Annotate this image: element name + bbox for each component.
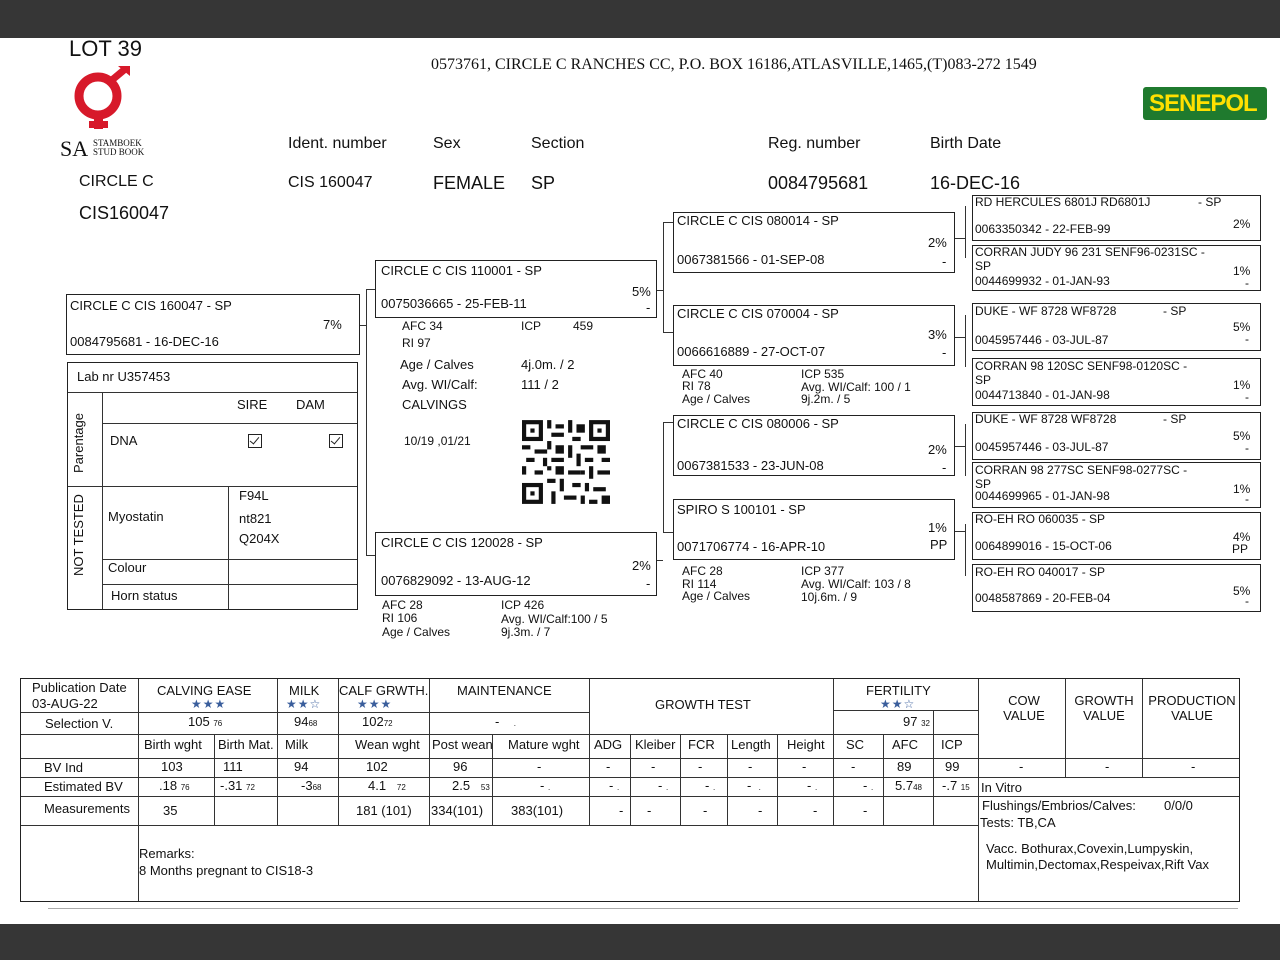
growth-value-header: GROWTH VALUE xyxy=(1074,693,1134,723)
col-icp: ICP xyxy=(941,737,963,752)
birth-value: 16-DEC-16 xyxy=(930,173,1021,193)
dam-age-calves-label: Age / Calves xyxy=(382,625,451,639)
ebv-icp-acc: 15 xyxy=(960,783,970,792)
gp2-avg: Avg. WI/Calf: 100 / 1 xyxy=(801,380,911,394)
col-milk: Milk xyxy=(285,737,309,752)
col-length: Length xyxy=(731,737,771,752)
sire-reg: 0075036665 - 25-FEB-11 xyxy=(381,296,527,311)
great-grandparent-pct: 1% xyxy=(1233,482,1251,496)
bv-icp: 99 xyxy=(945,759,960,774)
great-grandparent-reg: 0064899016 - 15-OCT-06 xyxy=(975,539,1112,553)
flushings-value: 0/0/0 xyxy=(1164,798,1193,813)
bv-growth-value: - xyxy=(1105,759,1110,774)
subject-reg: 0084795681 - 16-DEC-16 xyxy=(70,334,219,349)
grandparent-dash: PP xyxy=(930,537,948,552)
ebv-afc-acc: 48 xyxy=(913,783,922,792)
vaccinations-line2: Multimin,Dectomax,Respeivax,Rift Vax xyxy=(986,857,1209,872)
grandparent-name: CIRCLE C CIS 080006 - SP xyxy=(677,416,839,431)
bv-milk: 94 xyxy=(294,759,309,774)
col-birth-weight: Birth wght xyxy=(144,737,202,752)
sire-icp-label: ICP xyxy=(521,319,542,333)
ebv-wean-weight-acc: 72 xyxy=(396,783,406,792)
col-mature-weight: Mature wght xyxy=(508,737,580,752)
great-grandparent-section: SP xyxy=(975,373,992,387)
grandparent-pct: 1% xyxy=(928,520,947,535)
bv-wean-weight: 102 xyxy=(366,759,388,774)
lot-number: LOT 39 xyxy=(69,36,142,61)
calving-ease-header: CALVING EASE xyxy=(157,683,252,698)
animal-code: CIS160047 xyxy=(79,203,170,223)
sel-maintenance: - xyxy=(495,714,500,729)
myostatin-q204x: Q204X xyxy=(239,531,280,546)
dam-avg: Avg. WI/Calf:100 / 5 xyxy=(501,612,608,626)
grandparent-box xyxy=(673,305,955,366)
lab-box xyxy=(67,362,358,610)
great-grandparent-box xyxy=(972,358,1261,406)
great-grandparent-reg: 0045957446 - 03-JUL-87 xyxy=(975,333,1109,347)
section-value: SP xyxy=(531,173,556,193)
qr-code-icon xyxy=(522,420,610,504)
logo-stamboek-text: STAMBOEK xyxy=(93,138,142,148)
sire-ri: RI 97 xyxy=(402,336,431,350)
ebv-height: - xyxy=(807,778,812,793)
ebv-birth-weight-acc: 76 xyxy=(180,783,190,792)
flushings-label: Flushings/Embrios/Calves: xyxy=(982,798,1136,813)
gp2-ri: RI 78 xyxy=(682,379,711,393)
bv-adg: - xyxy=(606,759,611,774)
myostatin-nt821: nt821 xyxy=(239,511,272,526)
parentage-label: Parentage xyxy=(71,413,86,473)
ebv-fcr: - xyxy=(705,778,710,793)
ebv-kleiber: - xyxy=(658,778,663,793)
meas-mature-weight: 383(101) xyxy=(511,803,564,818)
maintenance-header: MAINTENANCE xyxy=(457,683,552,698)
breeding-values-table xyxy=(20,678,1240,902)
meas-length: - xyxy=(758,803,763,818)
bv-birth-weight: 103 xyxy=(161,759,183,774)
great-grandparent-pct: 5% xyxy=(1233,320,1251,334)
milk-header: MILK xyxy=(289,683,320,698)
sire-dash: - xyxy=(646,300,651,315)
logo-studbook-text: STUD BOOK xyxy=(93,147,145,157)
great-grandparent-box xyxy=(972,512,1261,560)
grandparent-reg: 0071706774 - 16-APR-10 xyxy=(677,539,826,554)
calving-ease-stars-icon: ★★★ xyxy=(191,697,227,711)
sire-icp: 459 xyxy=(573,319,594,333)
ebv-milk: -3 xyxy=(301,778,313,793)
sex-label: Sex xyxy=(433,135,461,152)
grandparent-reg: 0067381566 - 01-SEP-08 xyxy=(677,252,825,267)
dam-ri: RI 106 xyxy=(382,611,418,625)
bv-cow-value: - xyxy=(1019,759,1024,774)
senepol-logo-text: SENEPOL xyxy=(1149,90,1257,117)
great-grandparent-name: CORRAN 98 277SC SENF98-0277SC - xyxy=(975,463,1188,477)
dna-sire-checkbox xyxy=(248,434,262,448)
col-birth-mat: Birth Mat. xyxy=(218,737,274,752)
great-grandparent-box xyxy=(972,245,1261,291)
great-grandparent-box xyxy=(972,462,1261,508)
sire-afc: AFC 34 xyxy=(402,319,443,333)
section-label: Section xyxy=(531,135,585,152)
grandparent-dash: - xyxy=(942,460,947,475)
ebv-birth-mat-acc: 72 xyxy=(246,783,255,792)
great-grandparent-reg: 0048587869 - 20-FEB-04 xyxy=(975,591,1111,605)
owner-address: 0573761, CIRCLE C RANCHES CC, P.O. BOX 16186,ATLASVILLE,1465,(T)083-272 1549 xyxy=(431,56,1037,73)
subject-name: CIRCLE C CIS 160047 - SP xyxy=(70,298,232,313)
col-kleiber: Kleiber xyxy=(635,737,676,752)
col-adg: ADG xyxy=(594,737,623,752)
great-grandparent-dash: - xyxy=(1245,332,1249,346)
col-fcr: FCR xyxy=(688,737,715,752)
great-grandparent-pct: 5% xyxy=(1233,429,1251,443)
col-afc: AFC xyxy=(892,737,918,752)
not-tested-label: NOT TESTED xyxy=(71,494,86,576)
great-grandparent-section: - SP xyxy=(1163,412,1187,426)
col-height: Height xyxy=(787,737,825,752)
grandparent-dash: - xyxy=(942,254,947,269)
estimated-bv-label: Estimated BV xyxy=(44,779,123,794)
publication-date-label: Publication Date xyxy=(32,680,127,695)
birth-label: Birth Date xyxy=(930,135,1002,152)
ident-label: Ident. number xyxy=(288,135,387,152)
bv-height: - xyxy=(802,759,807,774)
ebv-wean-weight: 4.1 xyxy=(368,778,387,793)
great-grandparent-dash: - xyxy=(1245,492,1249,506)
great-grandparent-name: CORRAN 98 120SC SENF98-0120SC - xyxy=(975,359,1188,373)
gp4-ri: RI 114 xyxy=(682,577,717,591)
gp4-age-label: Age / Calves xyxy=(682,589,751,603)
ebv-mature-weight: - xyxy=(540,778,545,793)
great-grandparent-pct: 4% xyxy=(1233,530,1251,544)
gp2-age-label: Age / Calves xyxy=(682,392,751,406)
ebv-sc: - xyxy=(863,778,868,793)
great-grandparent-name: RO-EH RO 060035 - SP xyxy=(975,512,1106,526)
great-grandparent-reg: 0044713840 - 01-JAN-98 xyxy=(975,388,1110,402)
sel-calf: 102 xyxy=(362,714,384,729)
calf-growth-stars-icon: ★★★ xyxy=(357,697,393,711)
sire-age-calves: 4j.0m. / 2 xyxy=(521,357,575,372)
great-grandparent-box xyxy=(972,564,1261,612)
remarks-text: 8 Months pregnant to CIS18-3 xyxy=(139,863,314,878)
bv-ind-label: BV Ind xyxy=(44,760,84,775)
meas-wean-weight: 181 (101) xyxy=(356,803,412,818)
senepol-logo xyxy=(1143,87,1267,120)
sire-pct: 5% xyxy=(632,284,651,299)
dna-label: DNA xyxy=(110,433,138,448)
grandparent-reg: 0066616889 - 27-OCT-07 xyxy=(677,344,826,359)
top-dark-bar xyxy=(0,0,1280,38)
gp4-age: 10j.6m. / 9 xyxy=(801,590,858,604)
great-grandparent-name: RD HERCULES 6801J RD6801J xyxy=(975,195,1151,209)
ident-value: CIS 160047 xyxy=(288,174,373,191)
col-wean-weight: Wean wght xyxy=(355,737,420,752)
great-grandparent-reg: 0044699932 - 01-JAN-93 xyxy=(975,274,1110,288)
grandparent-name: CIRCLE C CIS 070004 - SP xyxy=(677,306,839,321)
grandparent-name: SPIRO S 100101 - SP xyxy=(677,502,806,517)
sex-value: FEMALE xyxy=(433,173,506,193)
bv-kleiber: - xyxy=(651,759,656,774)
sire-avg: 111 / 2 xyxy=(521,377,559,392)
grandparent-pct: 2% xyxy=(928,442,947,457)
measurements-label: Measurements xyxy=(44,801,130,816)
cow-value-header: COW VALUE xyxy=(1003,693,1045,723)
fertility-header: FERTILITY xyxy=(866,683,931,698)
great-grandparent-dash: - xyxy=(1245,441,1249,455)
gp2-afc: AFC 40 xyxy=(682,367,723,381)
reg-label: Reg. number xyxy=(768,135,861,152)
sire-name: CIRCLE C CIS 110001 - SP xyxy=(381,263,542,278)
meas-fcr: - xyxy=(703,803,708,818)
bv-mature-weight: - xyxy=(537,759,542,774)
great-grandparent-box xyxy=(972,195,1261,241)
ebv-fcr-acc: . xyxy=(712,783,716,792)
grandparent-dash: - xyxy=(942,345,947,360)
dam-reg: 0076829092 - 13-AUG-12 xyxy=(381,573,531,588)
great-grandparent-reg: 0044699965 - 01-JAN-98 xyxy=(975,489,1110,503)
meas-post-wean: 334(101) xyxy=(431,803,484,818)
grandparent-box xyxy=(673,499,955,560)
fertility-stars-icon: ★★☆ xyxy=(880,697,916,711)
bv-sc: - xyxy=(851,759,856,774)
dam-col-label: DAM xyxy=(296,397,325,412)
great-grandparent-dash: - xyxy=(1245,594,1249,608)
logo-sa-text: SA xyxy=(60,136,89,161)
myostatin-f94l: F94L xyxy=(239,488,269,503)
great-grandparent-pct: 5% xyxy=(1233,584,1251,598)
great-grandparent-section: SP xyxy=(975,259,992,273)
ebv-mature-weight-acc: . xyxy=(547,783,551,792)
great-grandparent-dash: PP xyxy=(1232,542,1249,556)
ebv-birth-weight: .18 xyxy=(159,778,178,793)
bv-post-wean: 96 xyxy=(453,759,468,774)
myostatin-label: Myostatin xyxy=(108,509,164,524)
dam-name: CIRCLE C CIS 120028 - SP xyxy=(381,535,543,550)
dam-age-calves: 9j.3m. / 7 xyxy=(501,625,551,639)
great-grandparent-box xyxy=(972,303,1261,351)
ebv-length: - xyxy=(747,778,752,793)
production-value-header: PRODUCTION VALUE xyxy=(1148,693,1236,723)
great-grandparent-name: DUKE - WF 8728 WF8728 xyxy=(975,304,1117,318)
great-grandparent-section: SP xyxy=(975,477,992,491)
gp4-icp: ICP 377 xyxy=(801,564,845,578)
great-grandparent-box xyxy=(972,412,1261,460)
grandparent-name: CIRCLE C CIS 080014 - SP xyxy=(677,213,839,228)
meas-birth-weight: 35 xyxy=(163,803,178,818)
horn-status-label: Horn status xyxy=(111,588,178,603)
sire-avg-label: Avg. WI/Calf: xyxy=(402,377,478,392)
meas-kleiber: - xyxy=(647,803,652,818)
ebv-kleiber-acc: . xyxy=(665,783,669,792)
bv-length: - xyxy=(748,759,753,774)
subject-pct: 7% xyxy=(323,317,342,332)
ebv-afc: 5.7 xyxy=(895,778,914,793)
gp4-afc: AFC 28 xyxy=(682,564,723,578)
sel-fertility: 97 xyxy=(903,714,918,729)
owner-name: CIRCLE C xyxy=(79,173,154,190)
great-grandparent-section: - SP xyxy=(1163,304,1187,318)
publication-date: 03-AUG-22 xyxy=(32,696,98,711)
sel-maintenance-acc: . xyxy=(513,719,517,728)
ebv-icp: -.7 xyxy=(942,778,958,793)
lab-number: Lab nr U357453 xyxy=(77,369,171,384)
reg-value: 0084795681 xyxy=(768,173,869,193)
great-grandparent-name: CORRAN JUDY 96 231 SENF96-0231SC - xyxy=(975,245,1205,259)
ebv-milk-acc: 68 xyxy=(312,783,322,792)
great-grandparent-pct: 2% xyxy=(1233,217,1251,231)
great-grandparent-pct: 1% xyxy=(1233,378,1251,392)
colour-label: Colour xyxy=(108,560,147,575)
ebv-adg-acc: . xyxy=(616,783,620,792)
dam-dash: - xyxy=(646,576,651,591)
ebv-height-acc: . xyxy=(814,783,818,792)
great-grandparent-pct: 1% xyxy=(1233,264,1251,278)
bv-fcr: - xyxy=(698,759,703,774)
gp2-age: 9j.2m. / 5 xyxy=(801,392,851,406)
great-grandparent-dash: - xyxy=(1245,390,1249,404)
sel-calving-acc: 76 xyxy=(213,719,223,728)
selection-label: Selection V. xyxy=(45,716,114,731)
sel-fertility-acc: 32 xyxy=(921,719,930,728)
dna-dam-checkbox xyxy=(329,434,343,448)
meas-height: - xyxy=(813,803,818,818)
remarks-label: Remarks: xyxy=(139,846,195,861)
ebv-length-acc: . xyxy=(758,783,761,792)
ebv-post-wean: 2.5 xyxy=(452,778,471,793)
subject-box xyxy=(66,294,360,355)
sa-studbook-logo xyxy=(60,66,160,160)
sire-age-calves-label: Age / Calves xyxy=(400,357,474,372)
dam-afc: AFC 28 xyxy=(382,598,423,612)
vaccinations-line1: Vacc. Bothurax,Covexin,Lumpyskin, xyxy=(986,841,1194,856)
calvings-label: CALVINGS xyxy=(402,397,467,412)
calf-growth-header: CALF GRWTH. xyxy=(339,683,429,698)
grandparent-reg: 0067381533 - 23-JUN-08 xyxy=(677,458,824,473)
great-grandparent-reg: 0063350342 - 22-FEB-99 xyxy=(975,222,1111,236)
meas-adg: - xyxy=(619,803,624,818)
dam-box xyxy=(375,532,657,596)
dam-icp: ICP 426 xyxy=(501,598,545,612)
col-sc: SC xyxy=(846,737,865,752)
growth-test-header: GROWTH TEST xyxy=(655,697,751,712)
grandparent-pct: 2% xyxy=(928,235,947,250)
sire-box xyxy=(375,260,657,318)
sire-col-label: SIRE xyxy=(237,397,268,412)
great-grandparent-reg: 0045957446 - 03-JUL-87 xyxy=(975,440,1109,454)
bv-production-value: - xyxy=(1191,759,1196,774)
gp2-icp: ICP 535 xyxy=(801,367,845,381)
col-post-wean: Post wean xyxy=(432,737,493,752)
in-vitro-label: In Vitro xyxy=(981,780,1022,795)
sel-milk-acc: 68 xyxy=(308,719,318,728)
grandparent-box xyxy=(673,212,955,273)
bottom-dark-bar xyxy=(0,924,1280,960)
dam-pct: 2% xyxy=(632,558,651,573)
tests-value: Tests: TB,CA xyxy=(980,815,1056,830)
meas-sc: - xyxy=(863,803,868,818)
ebv-post-wean-acc: 53 xyxy=(480,783,490,792)
sel-calf-acc: 72 xyxy=(383,719,393,728)
grandparent-pct: 3% xyxy=(928,327,947,342)
great-grandparent-name: DUKE - WF 8728 WF8728 xyxy=(975,412,1117,426)
bv-afc: 89 xyxy=(897,759,912,774)
sel-milk: 94 xyxy=(294,714,309,729)
ebv-adg: - xyxy=(609,778,614,793)
sel-calving: 105 xyxy=(188,714,210,729)
ebv-sc-acc: . xyxy=(870,783,874,792)
calvings-dates: 10/19 ,01/21 xyxy=(404,434,471,448)
great-grandparent-section: - SP xyxy=(1198,195,1222,209)
bv-birth-mat: 111 xyxy=(223,759,243,774)
gp4-avg: Avg. WI/Calf: 103 / 8 xyxy=(801,577,911,591)
great-grandparent-dash: - xyxy=(1245,276,1249,290)
grandparent-box xyxy=(673,415,955,476)
milk-stars-icon: ★★☆ xyxy=(286,697,322,711)
great-grandparent-name: RO-EH RO 040017 - SP xyxy=(975,565,1106,579)
ebv-birth-mat: -.31 xyxy=(220,778,243,793)
